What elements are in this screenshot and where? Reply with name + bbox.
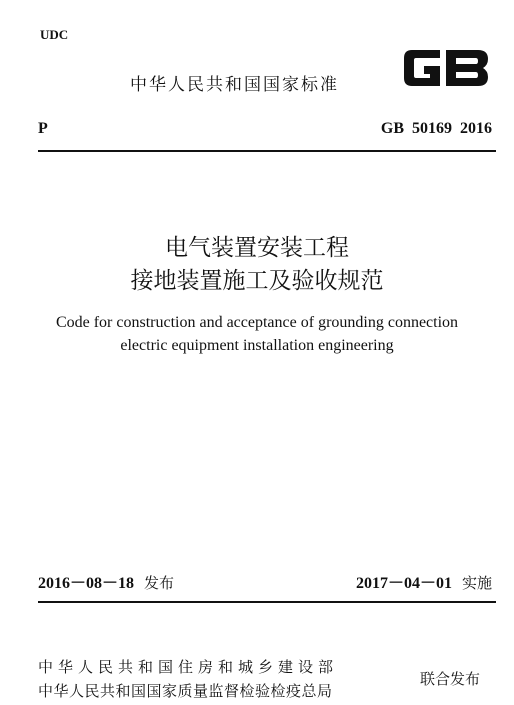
title-chinese-line-1: 电气装置安装工程 <box>165 235 349 261</box>
issuer-aqsiq: 中华人民共和国国家质量监督检验检疫总局 <box>38 682 333 700</box>
gb-logo-g-shape <box>404 50 440 86</box>
issuer-ministry: 中华人民共和国住房和城乡建设部 <box>38 658 339 676</box>
footer-divider <box>38 601 496 603</box>
joint-issue-label: 联合发布 <box>420 670 481 688</box>
implementation-label: 实施 <box>461 574 492 592</box>
udc-label: UDC <box>40 27 69 42</box>
implementation-date-block <box>356 570 492 593</box>
standard-number: GB 50169 2016 <box>380 120 492 137</box>
header-divider <box>38 150 496 152</box>
gb-logo <box>400 46 492 90</box>
gb-logo-b-shape <box>446 50 488 86</box>
classification-code: P <box>38 120 48 137</box>
title-english-line-1: Code for construction and acceptance of grounding connection <box>55 314 459 331</box>
issue-date: 2016－08－18 <box>38 575 135 592</box>
issue-label: 发布 <box>144 574 175 592</box>
national-standard-heading: 中华人民共和国国家标准 <box>130 75 339 95</box>
implementation-date: 2017－04－01 <box>355 575 452 592</box>
issue-date-block <box>38 570 174 593</box>
title-chinese-line-2: 接地装置施工及验收规范 <box>130 268 384 294</box>
title-english-line-2: electric equipment installation engineering <box>120 337 394 354</box>
